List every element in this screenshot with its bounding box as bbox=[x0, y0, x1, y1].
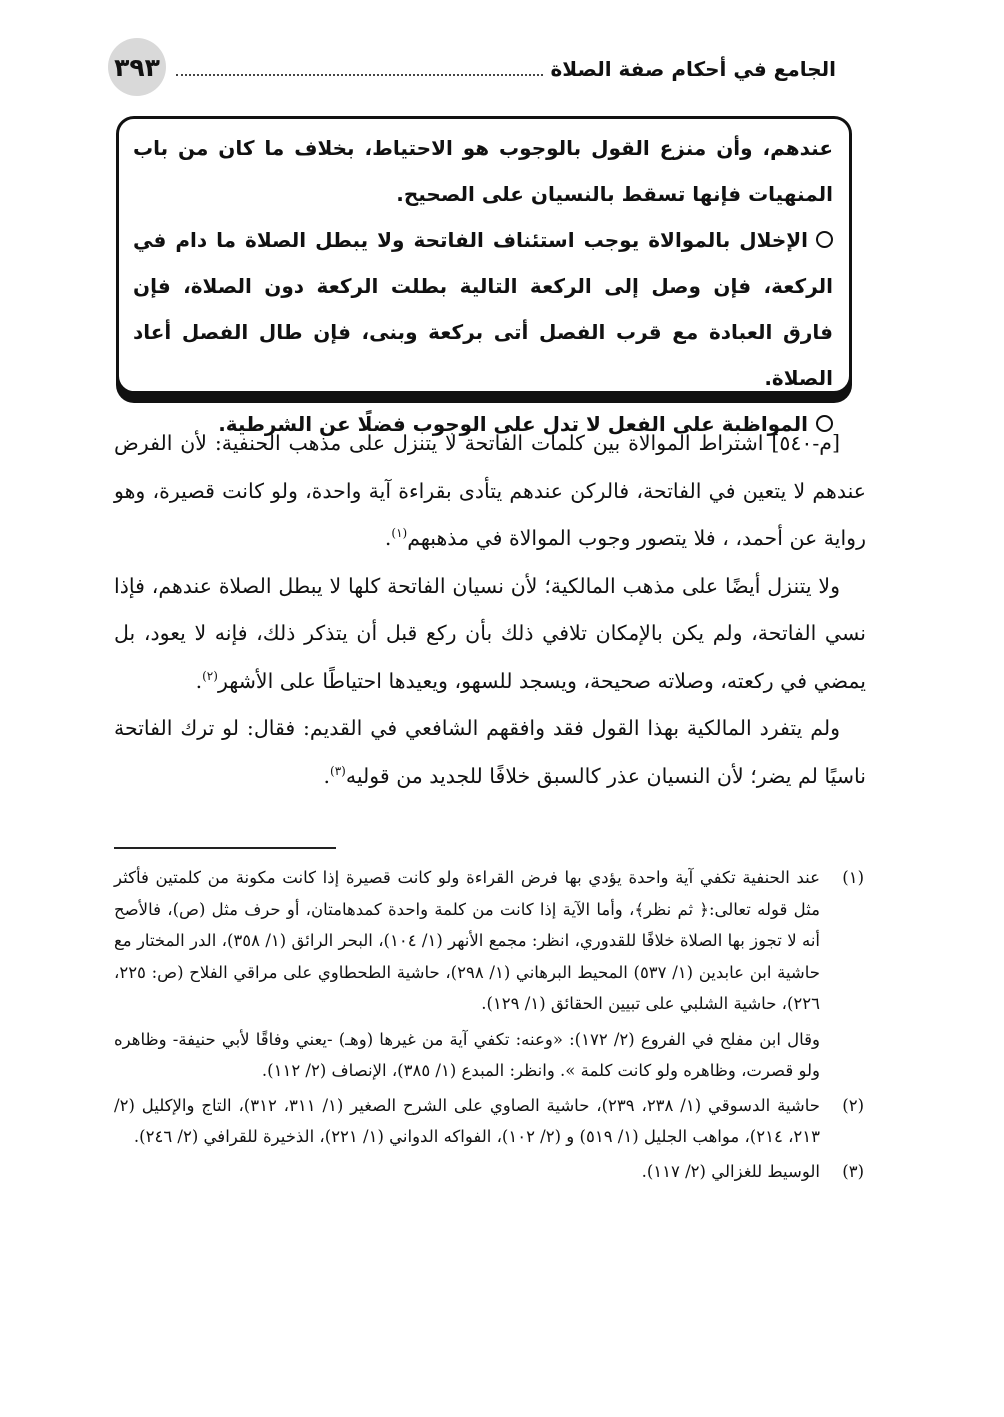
footnote-1 bbox=[114, 862, 864, 1087]
summary-line-continuation: عندهم، وأن منزع القول بالوجوب هو الاحتياط، بخلاف ما كان من باب المنهيات فإنها تسقط بالنسيان على الصحيح. bbox=[133, 136, 833, 206]
paragraph-end: . bbox=[195, 668, 203, 693]
footnote-paragraph: عند الحنفية تكفي آية واحدة يؤدي بها فرض القراءة ولو كانت قصيرة إذا كانت مكونة من كلمتين فأكثر مثل قوله تعالى:﴿ ثم نظر﴾، وأما الآية إذا كانت من كلمة واحدة كمدهامتان، أو حرف مثل (ص)، فالأصح أنه لا تجوز بها الصلاة خلافًا للقدوري، انظر: مجمع الأنهر (١/ ١٠٤)، البحر الرائق (١/ ٣٥٨)، الدر المختار مع حاشية ابن عابدين (١/ ٥٣٧) المحيط البرهاني (١/ ٢٩٨)، حاشية الطحطاوي على مراقي الفلاح (ص: ٢٢٥، ٢٢٦)، حاشية الشلبي على تبيين الحقائق (١/ ١٢٩). bbox=[114, 868, 820, 1013]
footnotes bbox=[114, 862, 864, 1190]
footnote-2 bbox=[114, 1090, 864, 1153]
footnote-paragraph: وقال ابن مفلح في الفروع (٢/ ١٧٢): «وعنه: تكفي آية من غيرها (وهـ) -يعني وفاقًا لأبي حنيفة- وظاهره ولو قصرت، وظاهره ولو كانت كلمة ». وانظر: المبدع (١/ ٣٨٥)، الإنصاف (٢/ ١١٢). bbox=[114, 1029, 820, 1080]
footnote-body bbox=[114, 1156, 820, 1188]
paragraph-text: ولا يتنزل أيضًا على مذهب المالكية؛ لأن نسيان الفاتحة كلها لا يبطل الصلاة عندهم، فإذا نسي الفاتحة، ولم يكن بالإمكان تلافي ذلك بأن ركع قبل أن يتذكر ذلك، فإنه لا يعود، بل يمضي في ركعته، وصلاته صحيحة، ويسجد للسهو، ويعيدها احتياطًا على الأشهر bbox=[114, 573, 866, 693]
paragraph-end: . bbox=[384, 526, 392, 550]
running-title: الجامع في أحكام صفة الصلاة bbox=[550, 57, 836, 81]
paragraph-maliki bbox=[114, 563, 866, 706]
footnote-ref-2: (٢) bbox=[202, 668, 218, 683]
summary-point bbox=[133, 217, 833, 401]
footnote-ref-1: (١) bbox=[391, 526, 408, 541]
paragraph-540 bbox=[114, 420, 866, 563]
footnote-ref-3: (٣) bbox=[330, 763, 346, 778]
footnote-mark: (٣) bbox=[842, 1161, 864, 1181]
summary-point-text: الإخلال بالموالاة يوجب استئناف الفاتحة ولا يبطل الصلاة ما دام في الركعة، فإن وصل إلى الركعة التالية بطلت الركعة دون الصلاة، فإن فارق العبادة مع قرب الفصل أتى بركعة وبنى، فإن طال الفصل أعاد الصلاة. bbox=[133, 228, 833, 390]
footnote-mark: (٢) bbox=[842, 1095, 864, 1115]
body-text bbox=[114, 420, 866, 800]
footnote-body bbox=[114, 1090, 820, 1153]
summary-box bbox=[116, 116, 852, 436]
footnote-paragraph: الوسيط للغزالي (٢/ ١١٧). bbox=[641, 1161, 820, 1181]
paragraph-end: . bbox=[323, 763, 331, 788]
footnote-body bbox=[114, 862, 820, 1087]
paragraph-text: [م-٥٤٠] اشتراط الموالاة بين كلمات الفاتحة لا يتنزل على مذهب الحنفية: لأن الفرض عندهم لا يتعين في الفاتحة، فالركن عندهم يتأدى بقراءة آية واحدة، ولو كانت قصيرة، وهو رواية عن أحمد، ، فلا يتصور وجوب الموالاة في مذهبهم bbox=[114, 431, 866, 550]
summary-point-text: المواظبة على الفعل لا تدل على الوجوب فضلًا عن الشرطية. bbox=[218, 412, 808, 436]
footnote-mark: (١) bbox=[842, 868, 864, 887]
footnote-separator bbox=[114, 847, 336, 849]
paragraph-text: ولم يتفرد المالكية بهذا القول فقد وافقهم الشافعي في القديم: فقال: لو ترك الفاتحة ناسيًا لم يضر؛ لأن النسيان عذر كالسبق خلافًا للجديد من قوليه bbox=[114, 716, 866, 788]
ring-bullet-icon bbox=[816, 231, 833, 248]
footnote-3 bbox=[114, 1156, 864, 1188]
page-number: ٣٩٣ bbox=[108, 38, 166, 96]
header-dotted-leader bbox=[176, 74, 543, 76]
paragraph-shafii bbox=[114, 705, 866, 800]
running-header bbox=[176, 52, 844, 86]
footnote-paragraph: حاشية الدسوقي (١/ ٢٣٨، ٢٣٩)، حاشية الصاوي على الشرح الصغير (١/ ٣١١، ٣١٢)، التاج والإكليل (٢/ ٢١٣، ٢١٤)، مواهب الجليل (١/ ٥١٩) و (٢/ ١٠٢)، الفواكه الدواني (١/ ٢٢١)، الذخيرة للقرافي (٢/ ٢٤٦). bbox=[114, 1095, 820, 1146]
